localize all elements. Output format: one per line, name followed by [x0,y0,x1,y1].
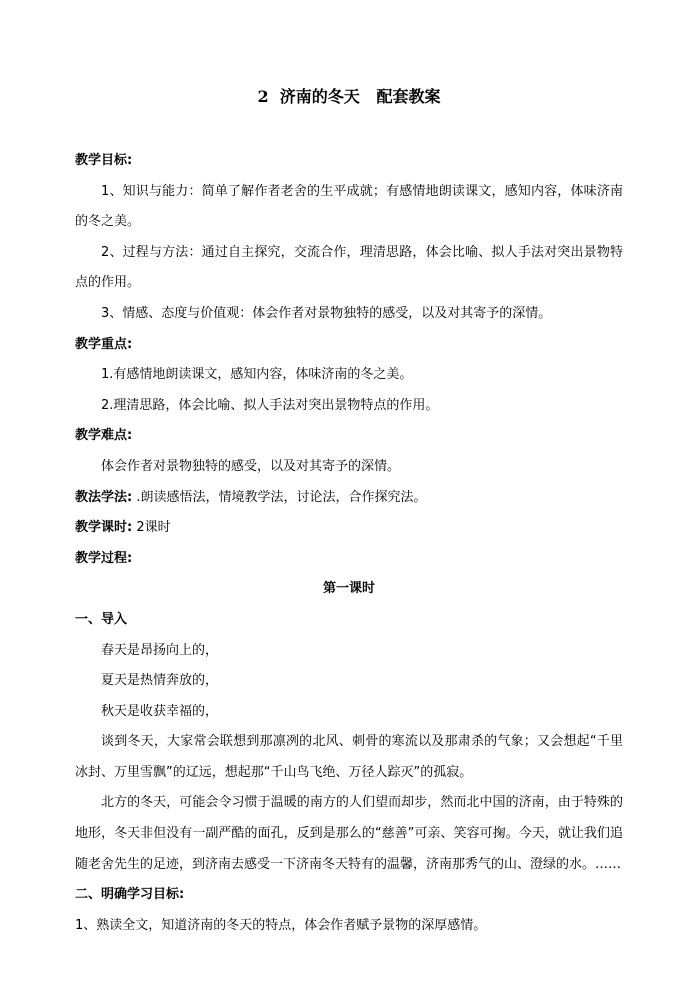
process-heading: 教学过程: [75,550,133,566]
methods-text: .朗读感悟法，情境教学法，讨论法，合作探究法。 [132,489,427,505]
objective-item-3: 3、情感、态度与价值观：体会作者对景物独特的感受，以及对其寄予的深情。 [101,305,552,321]
section2-heading: 二、明确学习目标: [75,887,185,903]
key-point-item-1: 1.有感情地朗读课文，感知内容，体味济南的冬之美。 [101,367,413,383]
lesson-heading: 第一课时 [322,581,375,597]
objectives-heading: 教学目标: [75,153,133,168]
intro-paragraph-1: 谈到冬天，大家常会联想到那凛冽的北风、刺骨的寒流以及那肃杀的气象；又会想起“千里冰封、万里雪飘”的辽远，想起那“千山鸟飞绝、万径人踪灭”的孤寂。 [75,734,623,780]
section1-heading: 一、导入 [75,611,128,627]
key-point-item-2: 2.理清思路，体会比喻、拟人手法对突出景物特点的作用。 [101,397,439,413]
learning-goal-item-1: 1、熟读全文，知道济南的冬天的特点，体会作者赋予景物的深厚感情。 [75,917,487,933]
hours-text: 2课时 [132,520,171,536]
objective-item-2: 2、过程与方法：通过自主探究，交流合作，理清思路，体会比喻、拟人手法对突出景物特点的作用。 [75,244,623,291]
difficulties-heading: 教学难点: [75,428,133,444]
intro-paragraph-2: 北方的冬天，可能会令习惯于温暖的南方的人们望而却步，然而北中国的济南，由于特殊的地形，冬天非但没有一副严酷的面孔，反到是那么的“慈善”可亲、笑容可掬。今天，就让我们追随老舍先生的足迹，到济南去感受一下济南冬天特有的温馨，济南那秀气的山、澄绿的水。…… [75,795,623,872]
intro-line-2: 夏天是热情奔放的， [101,673,219,689]
methods-label: 教法学法: [75,489,133,505]
document-page [75,84,623,941]
difficulties-text: 体会作者对景物独特的感受，以及对其寄予的深情。 [101,458,401,474]
objective-item-1: 1、知识与能力：简单了解作者老舍的生平成就；有感情地朗读课文，感知内容，体味济南的冬之美。 [75,183,623,230]
document-title: 2 济南的冬天 配套教案 [257,87,441,106]
methods-line [75,483,623,514]
key-points-heading: 教学重点: [75,336,133,352]
intro-line-3: 秋天是收获幸福的， [101,703,219,719]
hours-line [75,513,623,544]
intro-line-1: 春天是昂扬向上的， [101,642,219,658]
hours-label: 教学课时: [75,520,133,536]
